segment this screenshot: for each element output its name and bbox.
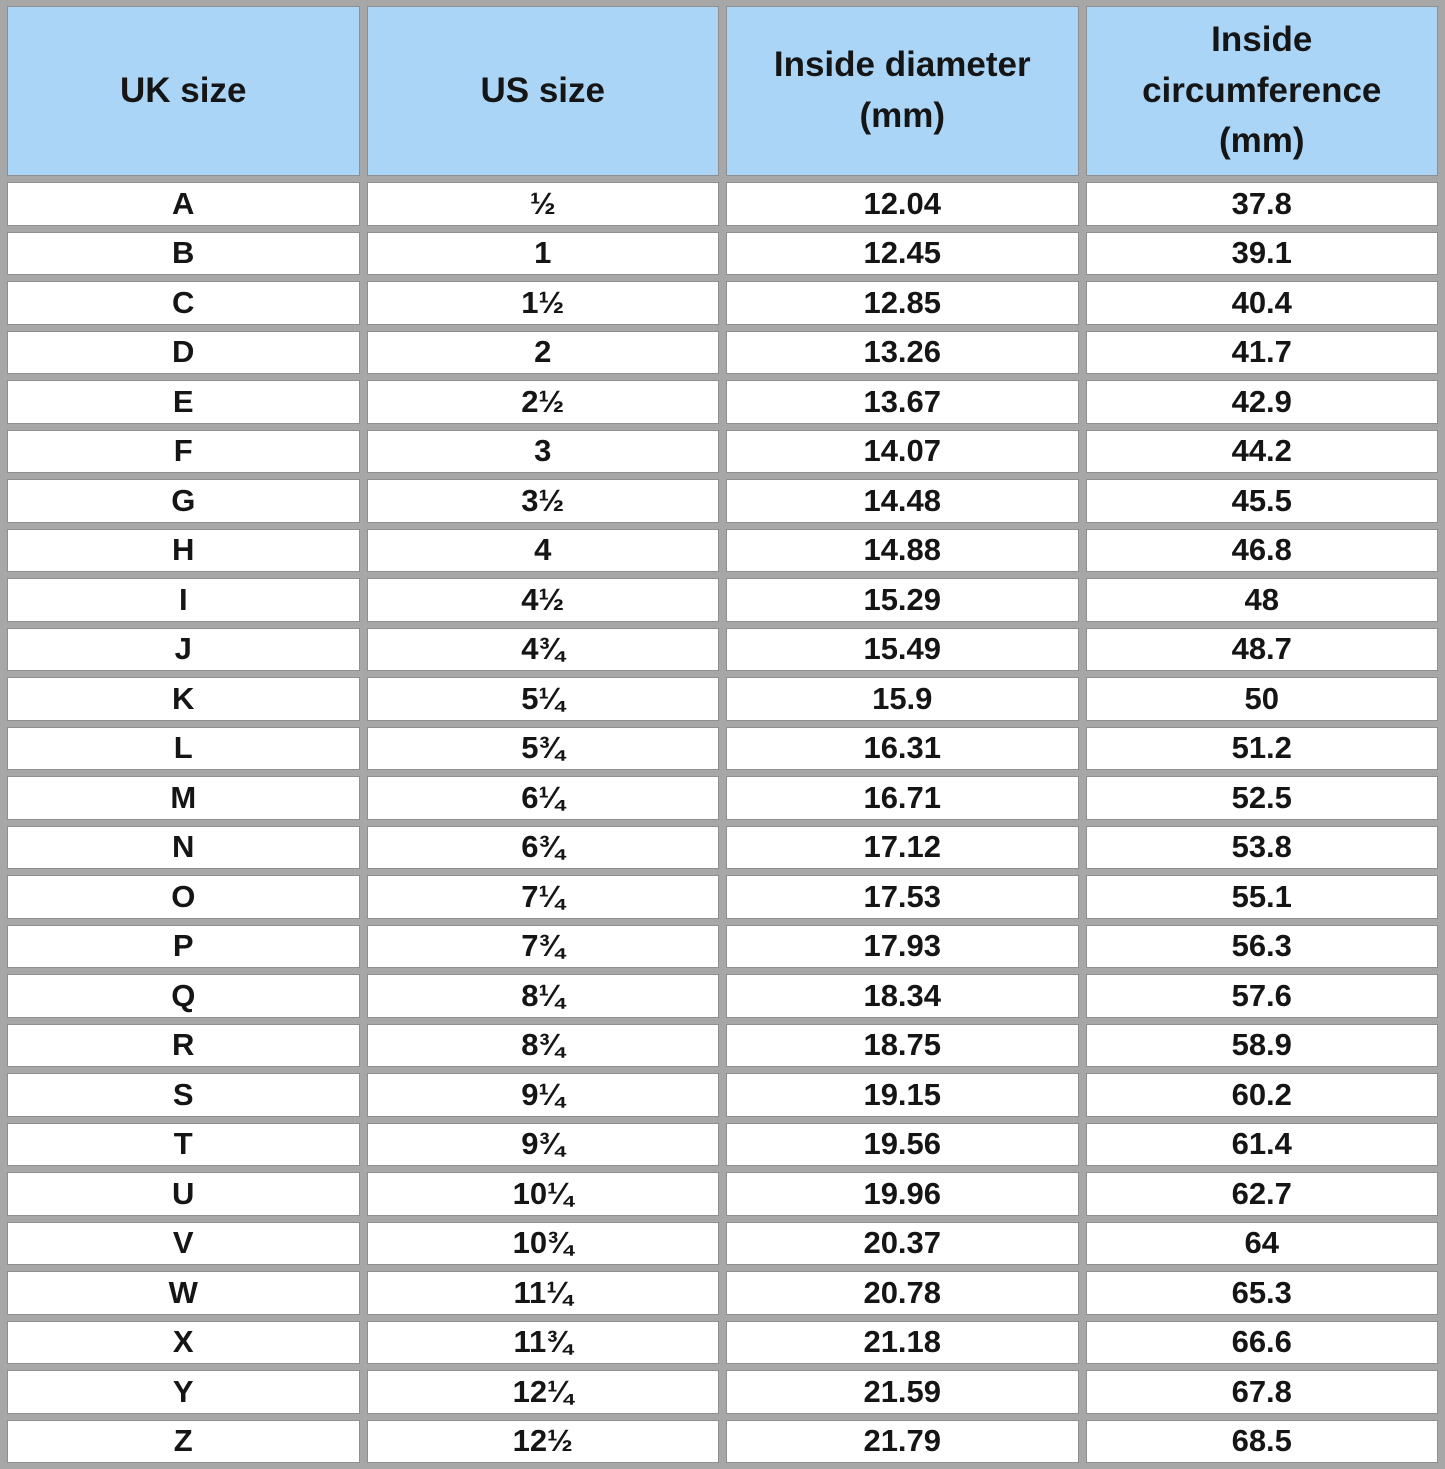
inside-diameter-cell: 15.49 — [726, 628, 1079, 672]
us-size-cell: 8¾ — [367, 1024, 720, 1068]
table-row — [7, 727, 1438, 771]
us-size-cell: 3 — [367, 430, 720, 474]
table-row — [7, 380, 1438, 424]
uk-size-cell: U — [7, 1172, 360, 1216]
us-size-cell: 4 — [367, 529, 720, 573]
table-row — [7, 232, 1438, 276]
inside-diameter-cell: 14.07 — [726, 430, 1079, 474]
inside-diameter-cell: 19.96 — [726, 1172, 1079, 1216]
inside-circumference-cell: 46.8 — [1086, 529, 1439, 573]
us-size-cell: 7¼ — [367, 875, 720, 919]
inside-diameter-cell: 18.75 — [726, 1024, 1079, 1068]
uk-size-cell: V — [7, 1222, 360, 1266]
uk-size-cell: X — [7, 1321, 360, 1365]
inside-circumference-cell: 52.5 — [1086, 776, 1439, 820]
us-size-cell: 12¼ — [367, 1370, 720, 1414]
table-row — [7, 578, 1438, 622]
inside-diameter-cell: 14.48 — [726, 479, 1079, 523]
inside-diameter-cell: 12.04 — [726, 182, 1079, 226]
table-row — [7, 182, 1438, 226]
inside-diameter-cell: 21.59 — [726, 1370, 1079, 1414]
us-size-cell: 5¼ — [367, 677, 720, 721]
table-row — [7, 1222, 1438, 1266]
inside-diameter-cell: 15.29 — [726, 578, 1079, 622]
uk-size-cell: P — [7, 925, 360, 969]
uk-size-cell: L — [7, 727, 360, 771]
table-row — [7, 1024, 1438, 1068]
inside-circumference-cell: 44.2 — [1086, 430, 1439, 474]
inside-circumference-cell: 41.7 — [1086, 331, 1439, 375]
table-row — [7, 677, 1438, 721]
us-size-cell: 1 — [367, 232, 720, 276]
uk-size-cell: B — [7, 232, 360, 276]
inside-diameter-cell: 19.56 — [726, 1123, 1079, 1167]
inside-circumference-cell: 64 — [1086, 1222, 1439, 1266]
table-row — [7, 1123, 1438, 1167]
us-size-cell: 6¼ — [367, 776, 720, 820]
uk-size-cell: O — [7, 875, 360, 919]
inside-circumference-cell: 39.1 — [1086, 232, 1439, 276]
table-body — [7, 182, 1438, 1463]
inside-diameter-cell: 20.78 — [726, 1271, 1079, 1315]
us-size-cell: 5¾ — [367, 727, 720, 771]
uk-size-cell: Q — [7, 974, 360, 1018]
table-row — [7, 925, 1438, 969]
us-size-cell: 4¾ — [367, 628, 720, 672]
table-row — [7, 281, 1438, 325]
inside-diameter-cell: 17.12 — [726, 826, 1079, 870]
inside-diameter-cell: 17.93 — [726, 925, 1079, 969]
us-size-cell: 8¼ — [367, 974, 720, 1018]
inside-circumference-cell: 48.7 — [1086, 628, 1439, 672]
header-row — [7, 6, 1438, 176]
table-row — [7, 826, 1438, 870]
table-row — [7, 479, 1438, 523]
uk-size-cell: E — [7, 380, 360, 424]
inside-diameter-cell: 20.37 — [726, 1222, 1079, 1266]
uk-size-cell: W — [7, 1271, 360, 1315]
uk-size-cell: Y — [7, 1370, 360, 1414]
uk-size-cell: K — [7, 677, 360, 721]
inside-diameter-cell: 15.9 — [726, 677, 1079, 721]
inside-diameter-cell: 12.85 — [726, 281, 1079, 325]
us-size-cell: 3½ — [367, 479, 720, 523]
us-size-cell: 4½ — [367, 578, 720, 622]
uk-size-cell: M — [7, 776, 360, 820]
column-header-inside-diameter: Inside diameter (mm) — [726, 6, 1079, 176]
inside-circumference-cell: 48 — [1086, 578, 1439, 622]
us-size-cell: 2½ — [367, 380, 720, 424]
uk-size-cell: S — [7, 1073, 360, 1117]
inside-circumference-cell: 42.9 — [1086, 380, 1439, 424]
uk-size-cell: I — [7, 578, 360, 622]
inside-circumference-cell: 45.5 — [1086, 479, 1439, 523]
table-row — [7, 1271, 1438, 1315]
us-size-cell: 11¼ — [367, 1271, 720, 1315]
inside-circumference-cell: 60.2 — [1086, 1073, 1439, 1117]
inside-circumference-cell: 62.7 — [1086, 1172, 1439, 1216]
inside-diameter-cell: 14.88 — [726, 529, 1079, 573]
column-header-uk-size: UK size — [7, 6, 360, 176]
inside-circumference-cell: 40.4 — [1086, 281, 1439, 325]
us-size-cell: 10¾ — [367, 1222, 720, 1266]
inside-circumference-cell: 53.8 — [1086, 826, 1439, 870]
uk-size-cell: J — [7, 628, 360, 672]
us-size-cell: 6¾ — [367, 826, 720, 870]
inside-circumference-cell: 61.4 — [1086, 1123, 1439, 1167]
table-row — [7, 529, 1438, 573]
table-row — [7, 974, 1438, 1018]
uk-size-cell: G — [7, 479, 360, 523]
inside-circumference-cell: 67.8 — [1086, 1370, 1439, 1414]
table-row — [7, 331, 1438, 375]
inside-diameter-cell: 16.71 — [726, 776, 1079, 820]
uk-size-cell: D — [7, 331, 360, 375]
inside-diameter-cell: 18.34 — [726, 974, 1079, 1018]
table-row — [7, 1073, 1438, 1117]
us-size-cell: 9¼ — [367, 1073, 720, 1117]
inside-diameter-cell: 21.79 — [726, 1420, 1079, 1464]
inside-circumference-cell: 55.1 — [1086, 875, 1439, 919]
table-row — [7, 1370, 1438, 1414]
inside-diameter-cell: 16.31 — [726, 727, 1079, 771]
inside-diameter-cell: 17.53 — [726, 875, 1079, 919]
table-row — [7, 1420, 1438, 1464]
uk-size-cell: Z — [7, 1420, 360, 1464]
inside-diameter-cell: 12.45 — [726, 232, 1079, 276]
uk-size-cell: C — [7, 281, 360, 325]
inside-circumference-cell: 58.9 — [1086, 1024, 1439, 1068]
inside-diameter-cell: 19.15 — [726, 1073, 1079, 1117]
column-header-inside-circumference: Inside circumference (mm) — [1086, 6, 1439, 176]
us-size-cell: 7¾ — [367, 925, 720, 969]
uk-size-cell: R — [7, 1024, 360, 1068]
table-header — [7, 6, 1438, 176]
us-size-cell: 11¾ — [367, 1321, 720, 1365]
inside-circumference-cell: 56.3 — [1086, 925, 1439, 969]
inside-circumference-cell: 51.2 — [1086, 727, 1439, 771]
table-row — [7, 1172, 1438, 1216]
inside-circumference-cell: 66.6 — [1086, 1321, 1439, 1365]
inside-circumference-cell: 68.5 — [1086, 1420, 1439, 1464]
table-row — [7, 1321, 1438, 1365]
us-size-cell: 1½ — [367, 281, 720, 325]
inside-circumference-cell: 37.8 — [1086, 182, 1439, 226]
us-size-cell: 9¾ — [367, 1123, 720, 1167]
table-row — [7, 776, 1438, 820]
us-size-cell: 10¼ — [367, 1172, 720, 1216]
inside-diameter-cell: 13.26 — [726, 331, 1079, 375]
uk-size-cell: N — [7, 826, 360, 870]
table-row — [7, 875, 1438, 919]
uk-size-cell: H — [7, 529, 360, 573]
table-row — [7, 430, 1438, 474]
inside-circumference-cell: 57.6 — [1086, 974, 1439, 1018]
column-header-us-size: US size — [367, 6, 720, 176]
us-size-cell: 2 — [367, 331, 720, 375]
uk-size-cell: F — [7, 430, 360, 474]
uk-size-cell: A — [7, 182, 360, 226]
inside-circumference-cell: 50 — [1086, 677, 1439, 721]
inside-diameter-cell: 13.67 — [726, 380, 1079, 424]
uk-size-cell: T — [7, 1123, 360, 1167]
inside-diameter-cell: 21.18 — [726, 1321, 1079, 1365]
inside-circumference-cell: 65.3 — [1086, 1271, 1439, 1315]
us-size-cell: ½ — [367, 182, 720, 226]
table-row — [7, 628, 1438, 672]
us-size-cell: 12½ — [367, 1420, 720, 1464]
